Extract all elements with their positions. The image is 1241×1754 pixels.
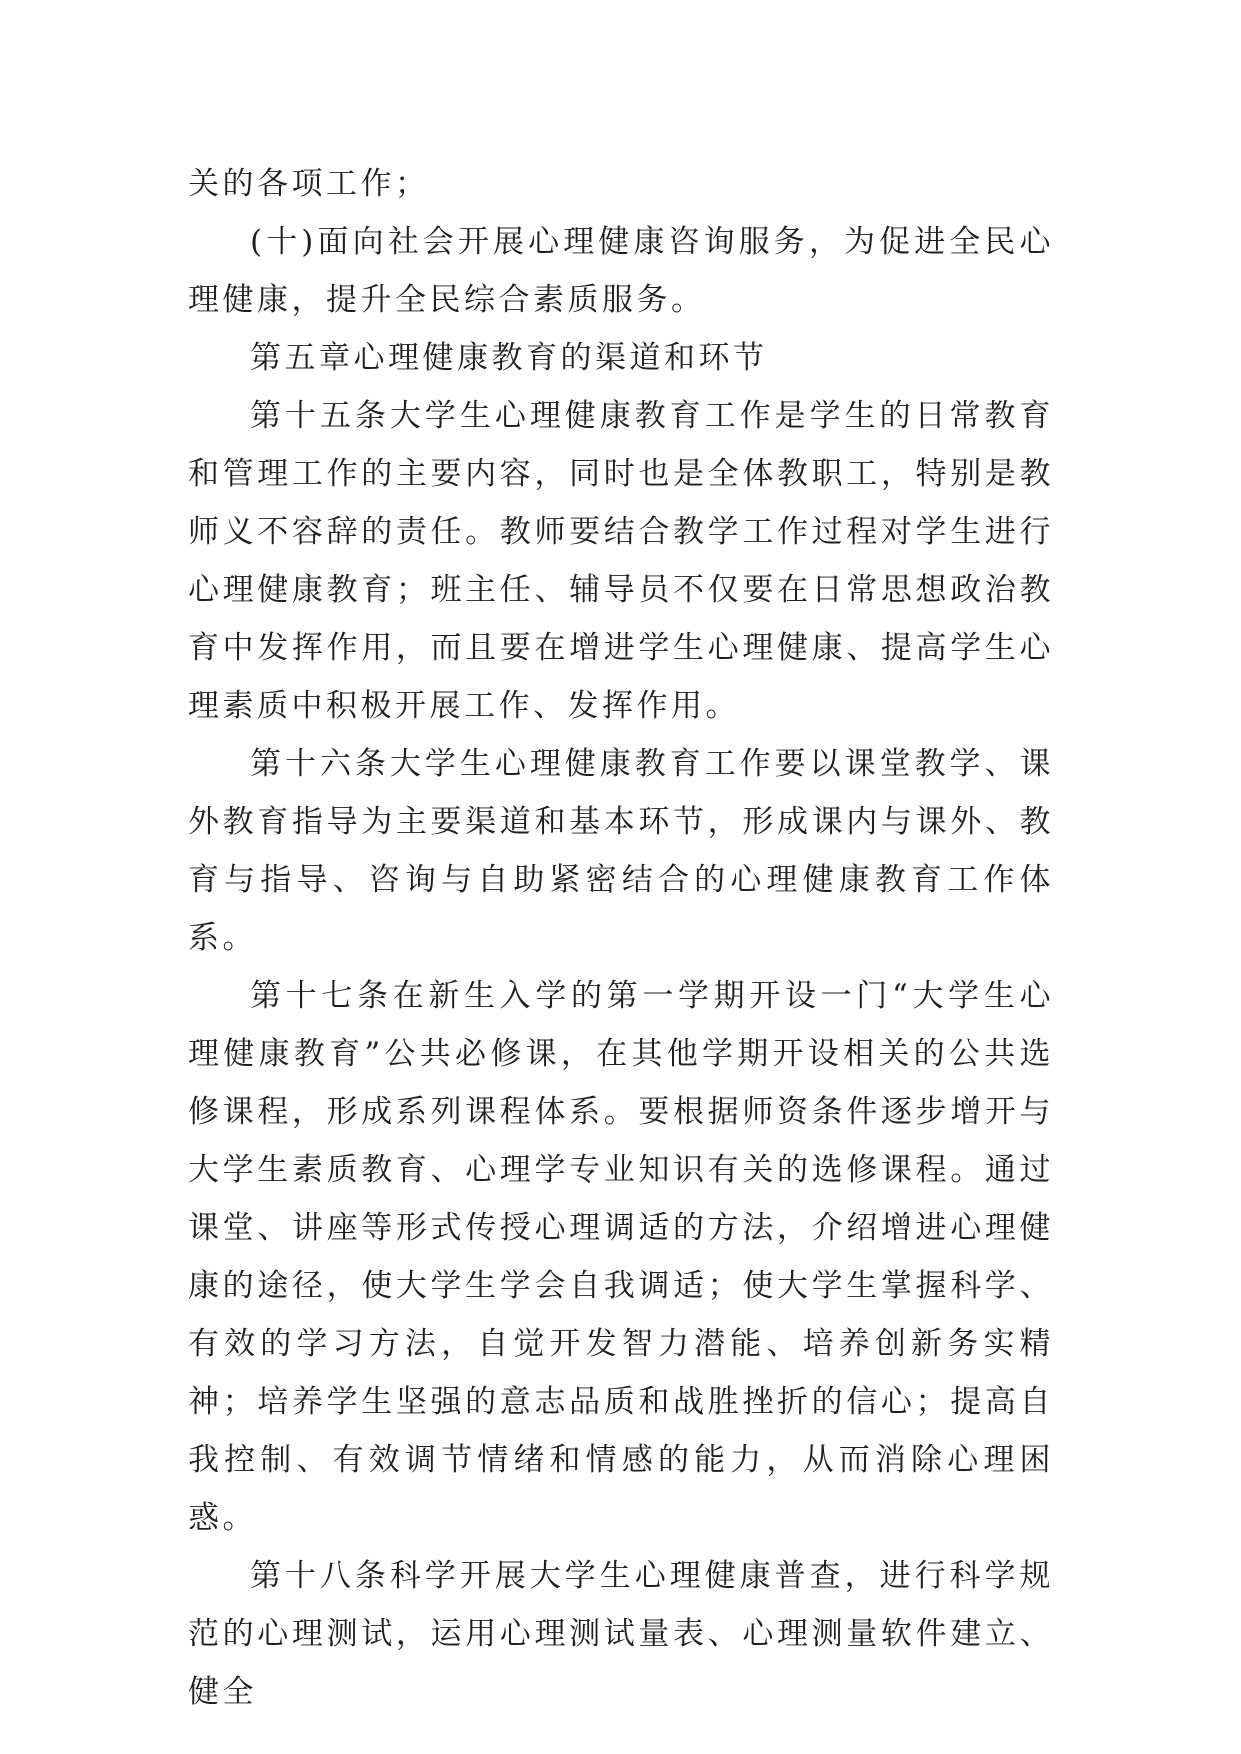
article-16: 第十六条大学生心理健康教育工作要以课堂教学、课外教育指导为主要渠道和基本环节，形成课内与课外、教育与指导、咨询与自助紧密结合的心理健康教育工作体系。 bbox=[188, 746, 1054, 956]
chapter-heading: 第五章心理健康教育的渠道和环节 bbox=[250, 340, 768, 376]
paragraph-item-ten: (十)面向社会开展心理健康咨询服务，为促进全民心理健康，提升全民综合素质服务。 bbox=[188, 224, 1054, 318]
document-body bbox=[188, 155, 1054, 1721]
paragraph-continuation: 关的各项工作； bbox=[188, 166, 430, 202]
article-15: 第十五条大学生心理健康教育工作是学生的日常教育和管理工作的主要内容，同时也是全体教职工，特别是教师义不容辞的责任。教师要结合教学工作过程对学生进行心理健康教育；班主任、辅导员不仅要在日常思想政治教育中发挥作用，而且要在增进学生心理健康、提高学生心理素质中积极开展工作、发挥作用。 bbox=[188, 398, 1054, 724]
article-17: 第十七条在新生入学的第一学期开设一门“大学生心理健康教育”公共必修课，在其他学期开设相关的公共选修课程，形成系列课程体系。要根据师资条件逐步增开与大学生素质教育、心理学专业知识有关的选修课程。通过课堂、讲座等形式传授心理调适的方法，介绍增进心理健康的途径，使大学生学会自我调适；使大学生掌握科学、有效的学习方法，自觉开发智力潜能、培养创新务实精神；培养学生坚强的意志品质和战胜挫折的信心；提高自我控制、有效调节情绪和情感的能力，从而消除心理困惑。 bbox=[188, 978, 1054, 1536]
article-18: 第十八条科学开展大学生心理健康普查，进行科学规范的心理测试，运用心理测试量表、心理测量软件建立、健全 bbox=[188, 1558, 1054, 1710]
